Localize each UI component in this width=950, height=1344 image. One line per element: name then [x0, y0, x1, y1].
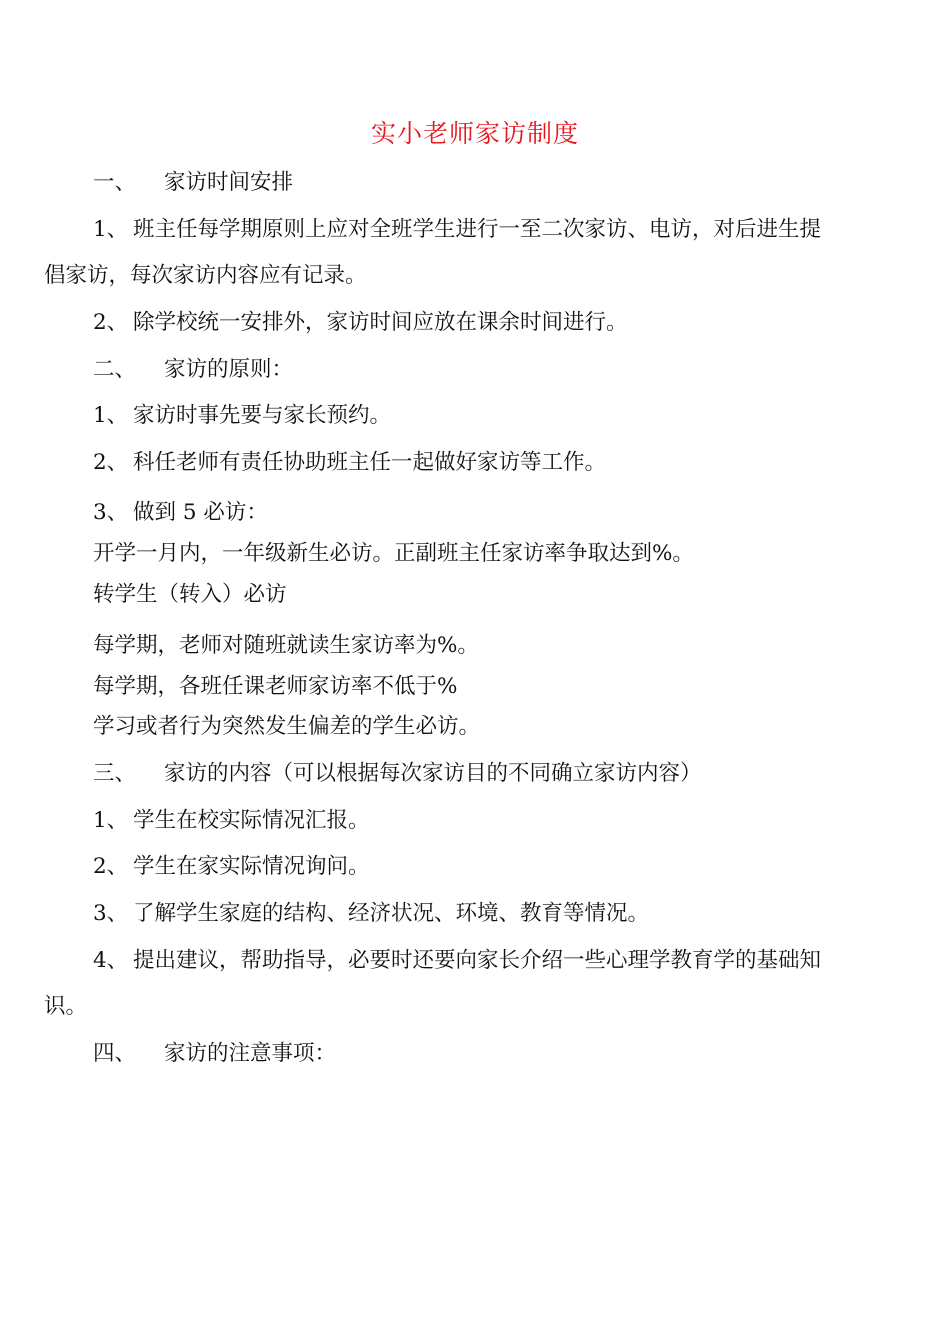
sub-item: [93, 631, 479, 661]
list-item: [93, 852, 370, 882]
sub-item-text: 每学期，老师对随班就读生家访率为%。: [93, 633, 479, 658]
sub-item-text: 每学期，各班任课老师家访率不低于%: [93, 674, 458, 699]
section-number: 二、: [93, 357, 137, 382]
list-item-continuation: [44, 992, 87, 1022]
list-item: [93, 401, 391, 431]
list-item: [93, 215, 821, 245]
list-item: [93, 806, 370, 836]
item-text: 班主任每学期原则上应对全班学生进行一至二次家访、电访，对后进生提: [133, 217, 822, 242]
section-heading-1: [93, 168, 293, 198]
item-text: 学生在校实际情况汇报。: [133, 808, 370, 833]
list-item: [93, 899, 649, 929]
item-number: 3、: [93, 500, 129, 525]
section-title: 家访的注意事项：: [164, 1041, 337, 1066]
item-number: 3、: [93, 901, 129, 926]
section-number: 一、: [93, 170, 137, 195]
item-text: 科任老师有责任协助班主任一起做好家访等工作。: [133, 450, 607, 475]
sub-item-text: 学习或者行为突然发生偏差的学生必访。: [93, 714, 481, 739]
sub-item-text: 开学一月内，一年级新生必访。正副班主任家访率争取达到%。: [93, 541, 694, 566]
item-text: 除学校统一安排外，家访时间应放在课余时间进行。: [133, 310, 628, 335]
section-number: 四、: [93, 1041, 137, 1066]
list-item: [93, 448, 606, 478]
section-title: 家访的原则：: [164, 357, 294, 382]
item-text: 倡家访，每次家访内容应有记录。: [44, 263, 367, 288]
item-number: 1、: [93, 403, 129, 428]
document-title: 实小老师家访制度: [370, 119, 579, 148]
sub-item: [93, 539, 694, 569]
section-title: 家访时间安排: [164, 170, 294, 195]
item-text: 学生在家实际情况询问。: [133, 854, 370, 879]
section-heading-2: [93, 355, 293, 385]
sub-item: [93, 712, 480, 742]
section-title: 家访的内容（可以根据每次家访目的不同确立家访内容）: [164, 761, 702, 786]
item-number: 2、: [93, 854, 129, 879]
item-number: 4、: [93, 948, 129, 973]
item-text: 识。: [44, 994, 88, 1019]
list-item: [93, 946, 821, 976]
sub-item: [93, 580, 287, 610]
item-text: 做到 5 必访：: [133, 500, 268, 525]
sub-item-text: 转学生（转入）必访: [93, 582, 287, 607]
item-number: 1、: [93, 808, 129, 833]
list-item: [93, 308, 628, 338]
item-text: 家访时事先要与家长预约。: [133, 403, 392, 428]
item-number: 2、: [93, 310, 129, 335]
sub-item: [93, 672, 457, 702]
item-text: 提出建议，帮助指导，必要时还要向家长介绍一些心理学教育学的基础知: [133, 948, 822, 973]
item-number: 1、: [93, 217, 129, 242]
item-text: 了解学生家庭的结构、经济状况、环境、教育等情况。: [133, 901, 650, 926]
section-heading-4: [93, 1039, 336, 1069]
section-heading-3: [93, 759, 702, 789]
list-item-continuation: [44, 261, 367, 291]
list-item: [93, 498, 268, 528]
item-number: 2、: [93, 450, 129, 475]
section-number: 三、: [93, 761, 137, 786]
